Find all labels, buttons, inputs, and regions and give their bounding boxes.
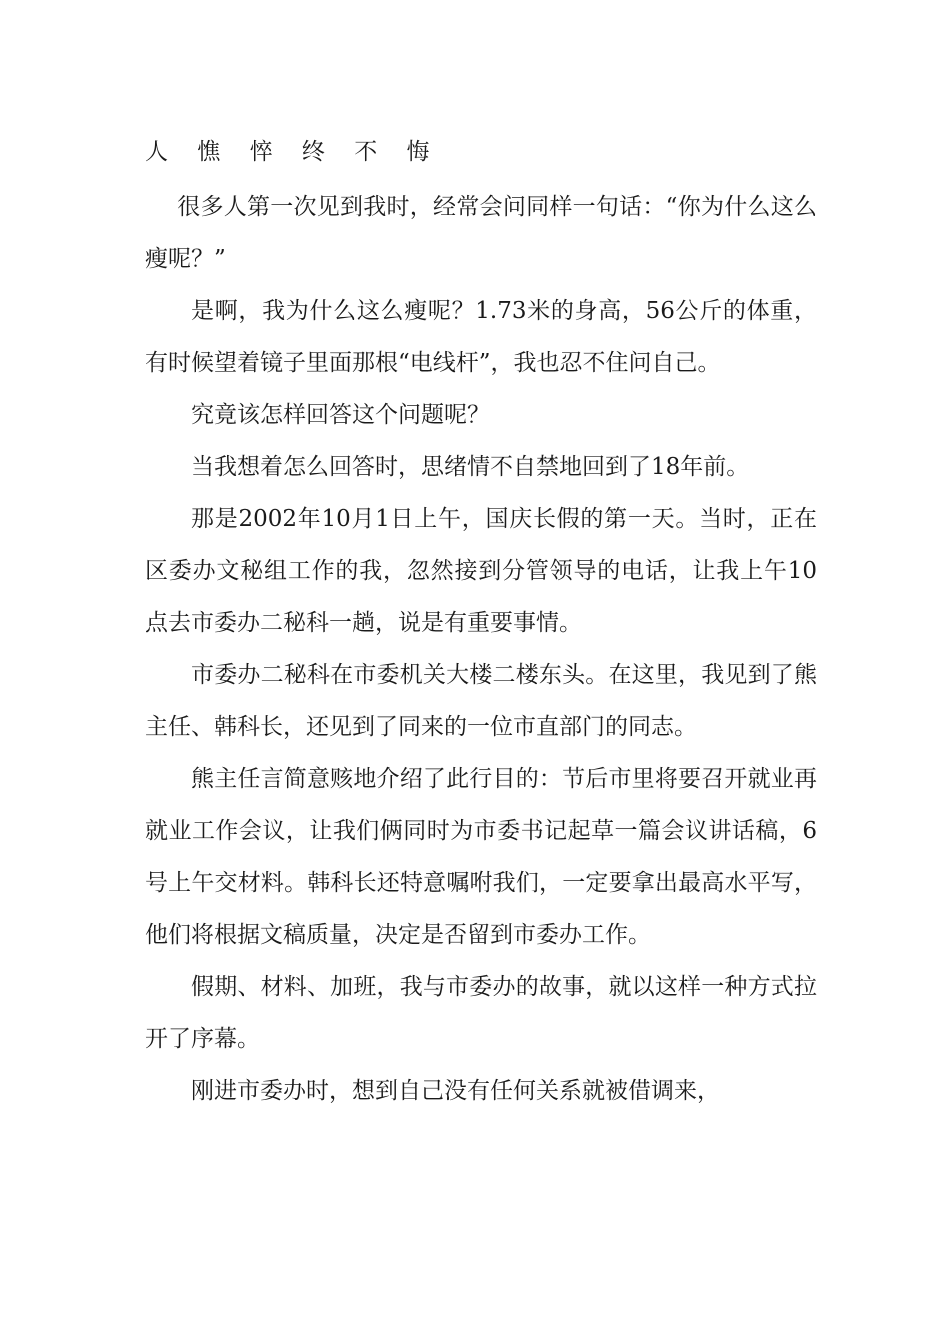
paragraph: 很多人第一次见到我时，经常会问同样一句话：“你为什么这么瘦呢？” <box>145 194 817 272</box>
paragraph: 是啊，我为什么这么瘦呢？1.73米的身高，56公斤的体重，有时候望着镜子里面那根“电线杆”，我也忍不住问自己。 <box>145 298 817 376</box>
paragraph: 当我想着怎么回答时，思绪情不自禁地回到了18年前。 <box>191 454 750 480</box>
paragraph: 刚进市委办时，想到自己没有任何关系就被借调来， <box>191 1078 720 1104</box>
paragraph: 市委办二秘科在市委机关大楼二楼东头。在这里，我见到了熊主任、韩科长，还见到了同来的一位市直部门的同志。 <box>145 662 817 740</box>
document-title: 人 憔 悴 终 不 悔 <box>145 139 441 165</box>
paragraph: 熊主任言简意赅地介绍了此行目的：节后市里将要召开就业再就业工作会议，让我们俩同时为市委书记起草一篇会议讲话稿，6号上午交材料。韩科长还特意嘱咐我们，一定要拿出最高水平写，他们将根据文稿质量，决定是否留到市委办工作。 <box>145 766 817 948</box>
document-body <box>145 132 817 1117</box>
paragraph: 假期、材料、加班，我与市委办的故事，就以这样一种方式拉开了序幕。 <box>145 974 817 1052</box>
paragraph: 那是2002年10月1日上午，国庆长假的第一天。当时，正在区委办文秘组工作的我，忽然接到分管领导的电话，让我上午10点去市委办二秘科一趟，说是有重要事情。 <box>145 506 817 636</box>
paragraph: 究竟该怎样回答这个问题呢？ <box>191 402 490 428</box>
